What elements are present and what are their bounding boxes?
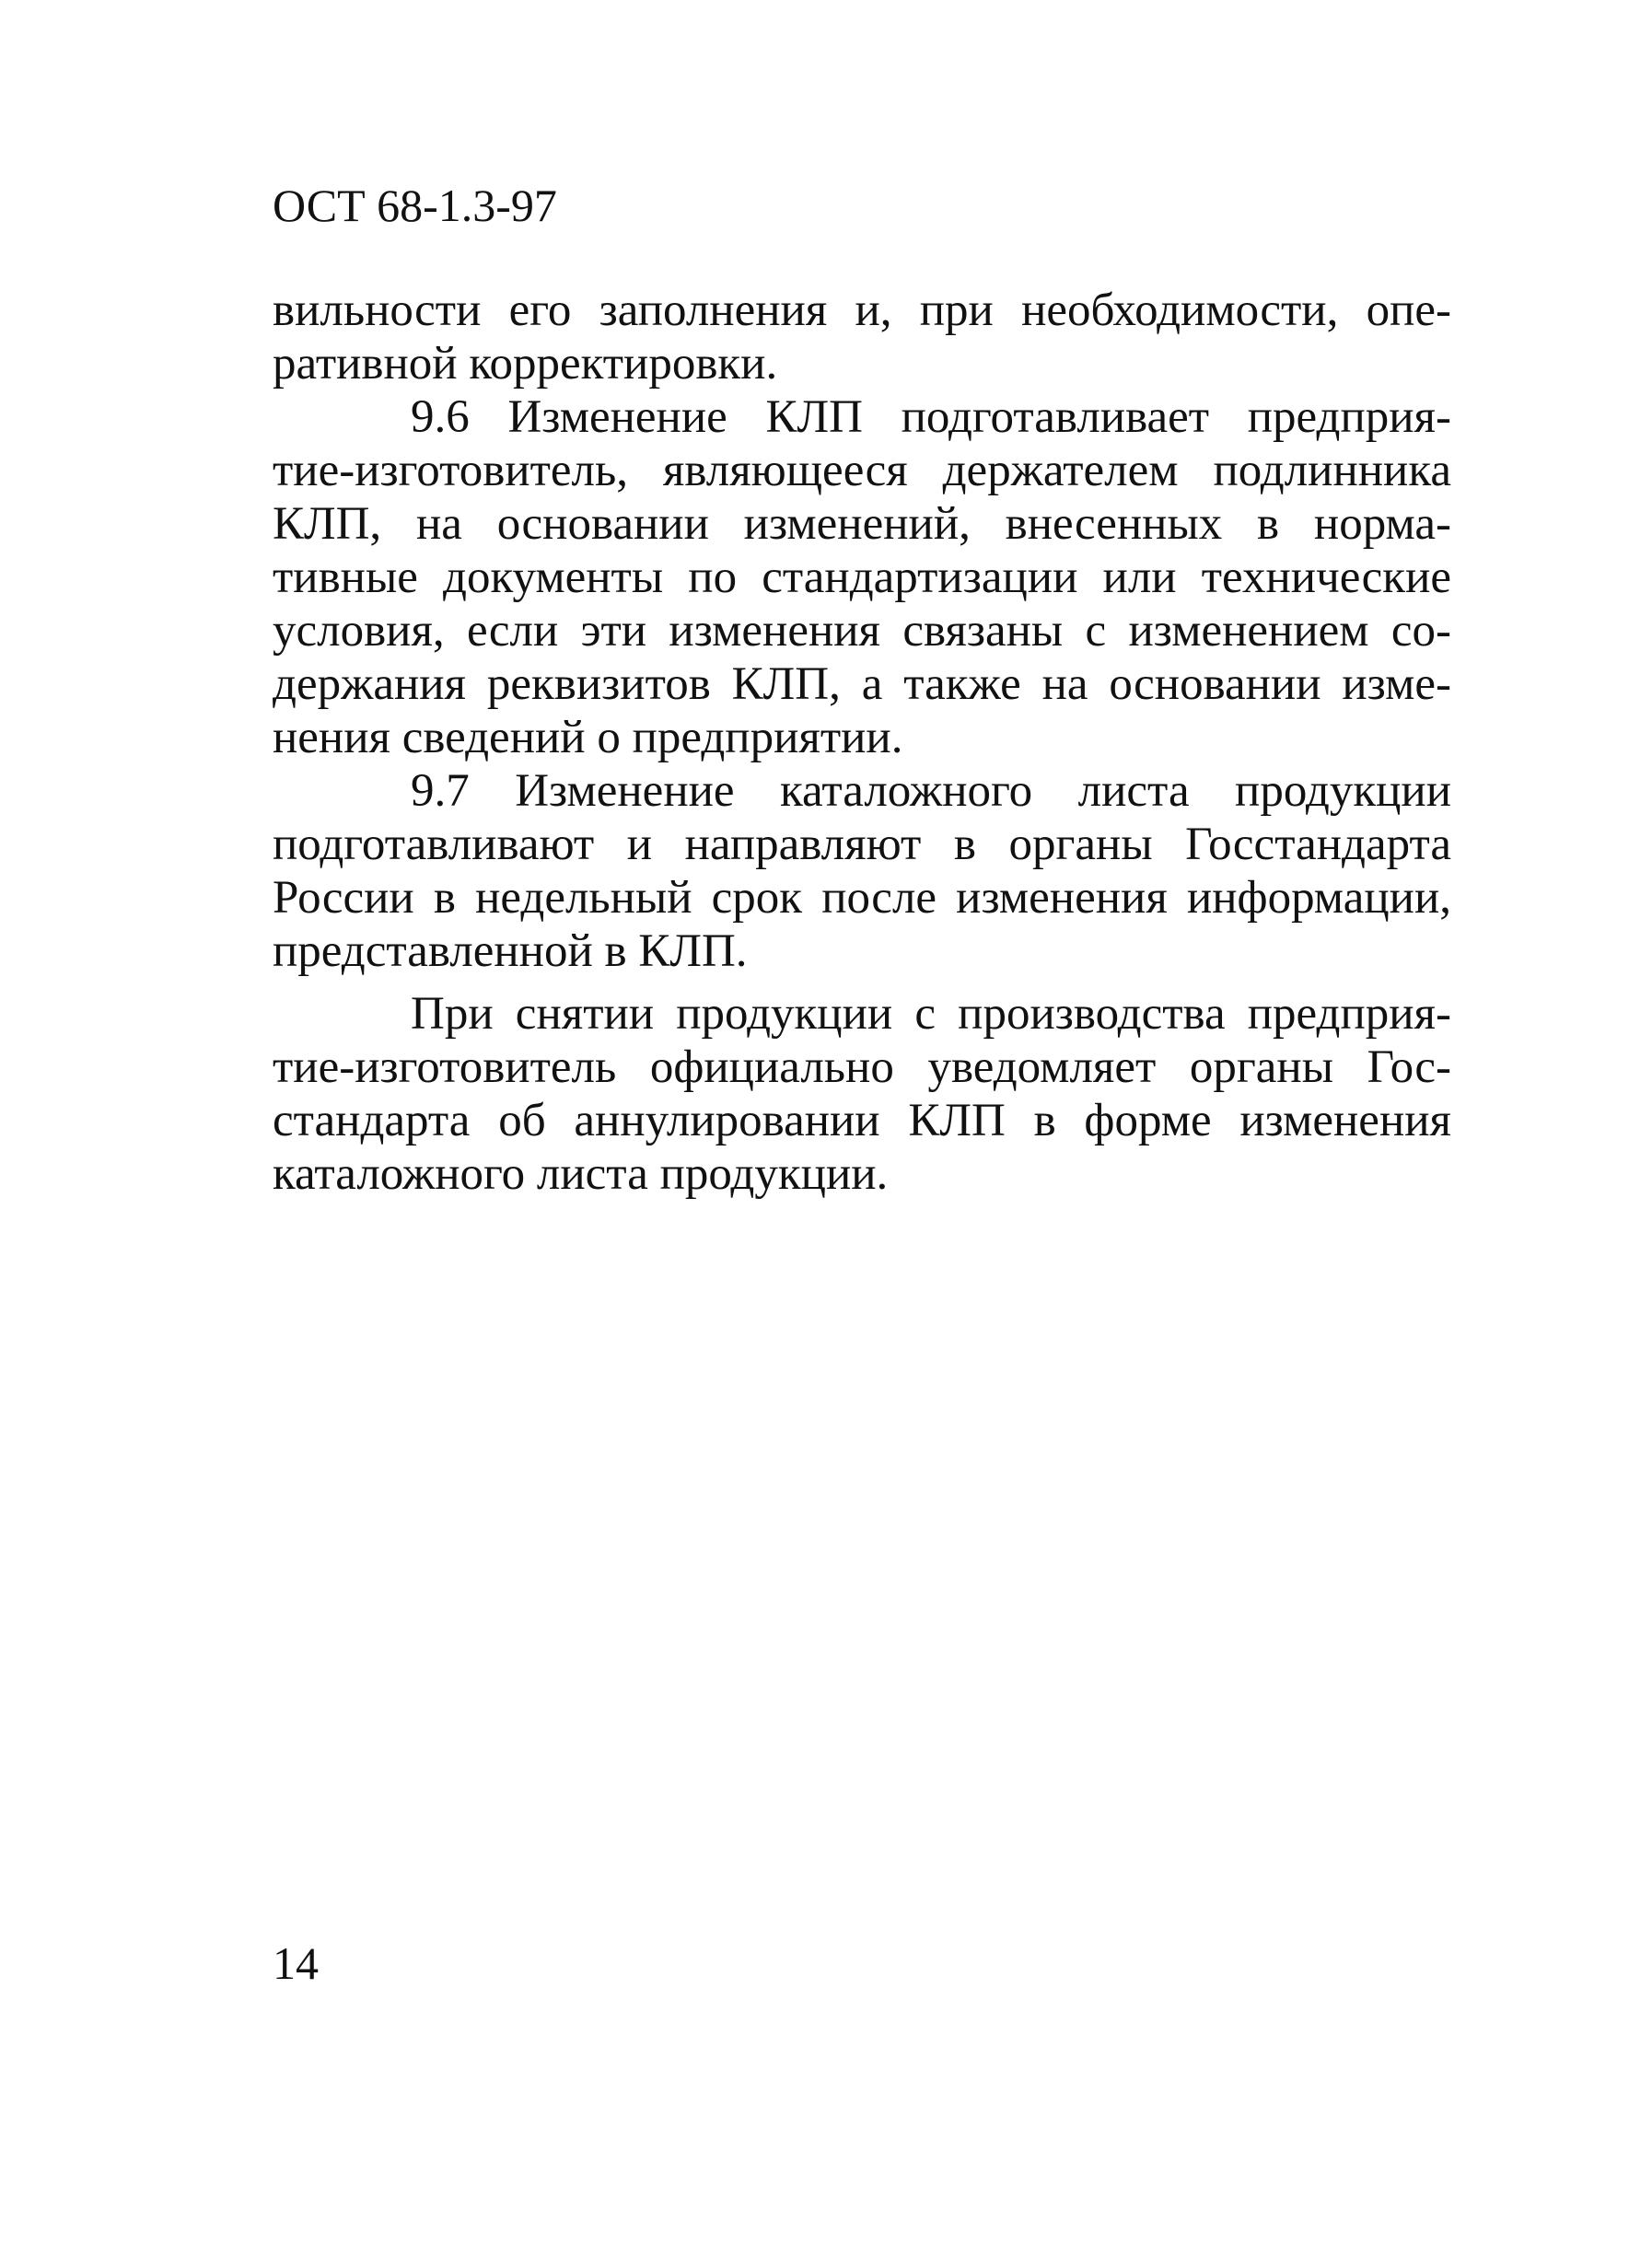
text-line: тивные документы по стандартизации или технические — [273, 552, 1451, 603]
text-line: России в недельный срок после изменения информации, — [273, 872, 1451, 924]
text-line: тие-изготовитель официально уведомляет органы Гос- — [273, 1041, 1451, 1093]
text-line: стандарта об аннулировании КЛП в форме изменения — [273, 1095, 1451, 1146]
text-line: условия, если эти изменения связаны с изменением со- — [273, 605, 1451, 657]
text-line: вильности его заполнения и, при необходимости, опе- — [273, 285, 1451, 336]
text-line: держания реквизитов КЛП, а также на основании изме- — [273, 658, 1451, 710]
text-line: КЛП, на основании изменений, внесенных в норма- — [273, 498, 1451, 550]
text-line: представленной в КЛП. — [273, 925, 748, 977]
text-line: нения сведений о предприятии. — [273, 712, 903, 763]
text-line: тие-изготовитель, являющееся держателем подлинника — [273, 445, 1451, 496]
clause-9-6-first-line: 9.6 Изменение КЛП подготавливает предприя- — [411, 391, 1451, 443]
paragraph-first-line: При снятии продукции с производства предприя- — [411, 988, 1451, 1040]
clause-9-7-first-line: 9.7 Изменение каталожного листа продукции — [411, 765, 1451, 817]
text-line: каталожного листа продукции. — [273, 1148, 889, 1200]
page-number: 14 — [273, 1937, 319, 1989]
document-header: ОСТ 68-1.3-97 — [273, 180, 557, 231]
text-line: подготавливают и направляют в органы Госстандарта — [273, 819, 1451, 870]
text-line: ративной корректировки. — [273, 338, 778, 390]
body-text — [273, 284, 1451, 1201]
